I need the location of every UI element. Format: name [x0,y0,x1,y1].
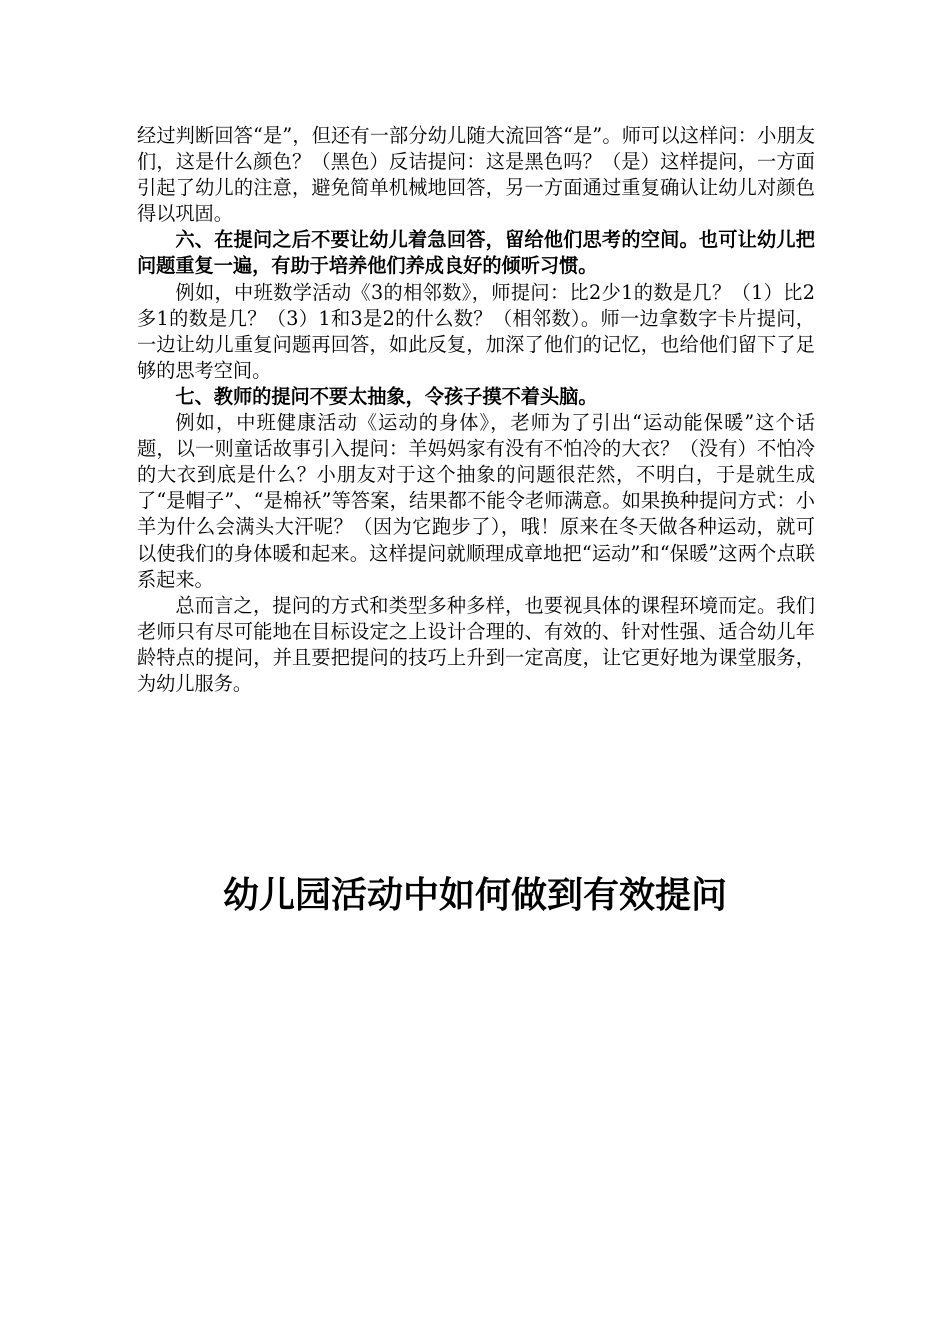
document-title: 幼儿园活动中如何做到有效提问 [222,875,727,916]
body-paragraph: 例如，中班数学活动《3的相邻数》，师提问：比2少1的数是几？（1）比2多1的数是几？（3）1和3是2的什么数？（相邻数）。师一边拿数字卡片提问，一边让幼儿重复问题再回答，如此反复，加深了他们的记忆，也给他们留下了足够的思考空间。 [137,280,815,382]
document-body [137,123,815,697]
body-paragraph: 经过判断回答“是”，但还有一部分幼儿随大流回答“是”。师可以这样问：小朋友们，这是什么颜色？（黑色）反诘提问：这是黑色吗？（是）这样提问，一方面引起了幼儿的注意，避免简单机械地回答，另一方面通过重复确认让幼儿对颜色得以巩固。 [137,124,815,226]
body-paragraph: 例如，中班健康活动《运动的身体》，老师为了引出“运动能保暖”这个话题，以一则童话故事引入提问：羊妈妈家有没有不怕冷的大衣？（没有）不怕冷的大衣到底是什么？小朋友对于这个抽象的问题很茫然，不明白，于是就生成了“是帽子”、“是棉袄”等答案，结果都不能令老师满意。如果换种提问方式：小羊为什么会满头大汗呢？（因为它跑步了），哦！原来在冬天做各种运动，就可以使我们的身体暖和起来。这样提问就顺理成章地把“运动”和“保暖”这两个点联系起来。 [137,411,815,591]
section-heading-six: 六、在提问之后不要让幼儿着急回答，留给他们思考的空间。也可让幼儿把问题重复一遍，有助于培养他们养成良好的倾听习惯。 [137,228,815,278]
conclusion-paragraph: 总而言之，提问的方式和类型多种多样，也要视具体的课程环境而定。我们老师只有尽可能地在目标设定之上设计合理的、有效的、针对性强、适合幼儿年龄特点的提问，并且要把提问的技巧上升到一定高度，让它更好地为课堂服务，为幼儿服务。 [137,593,815,695]
section-heading-seven: 七、教师的提问不要太抽象，令孩子摸不着头脑。 [175,384,598,408]
